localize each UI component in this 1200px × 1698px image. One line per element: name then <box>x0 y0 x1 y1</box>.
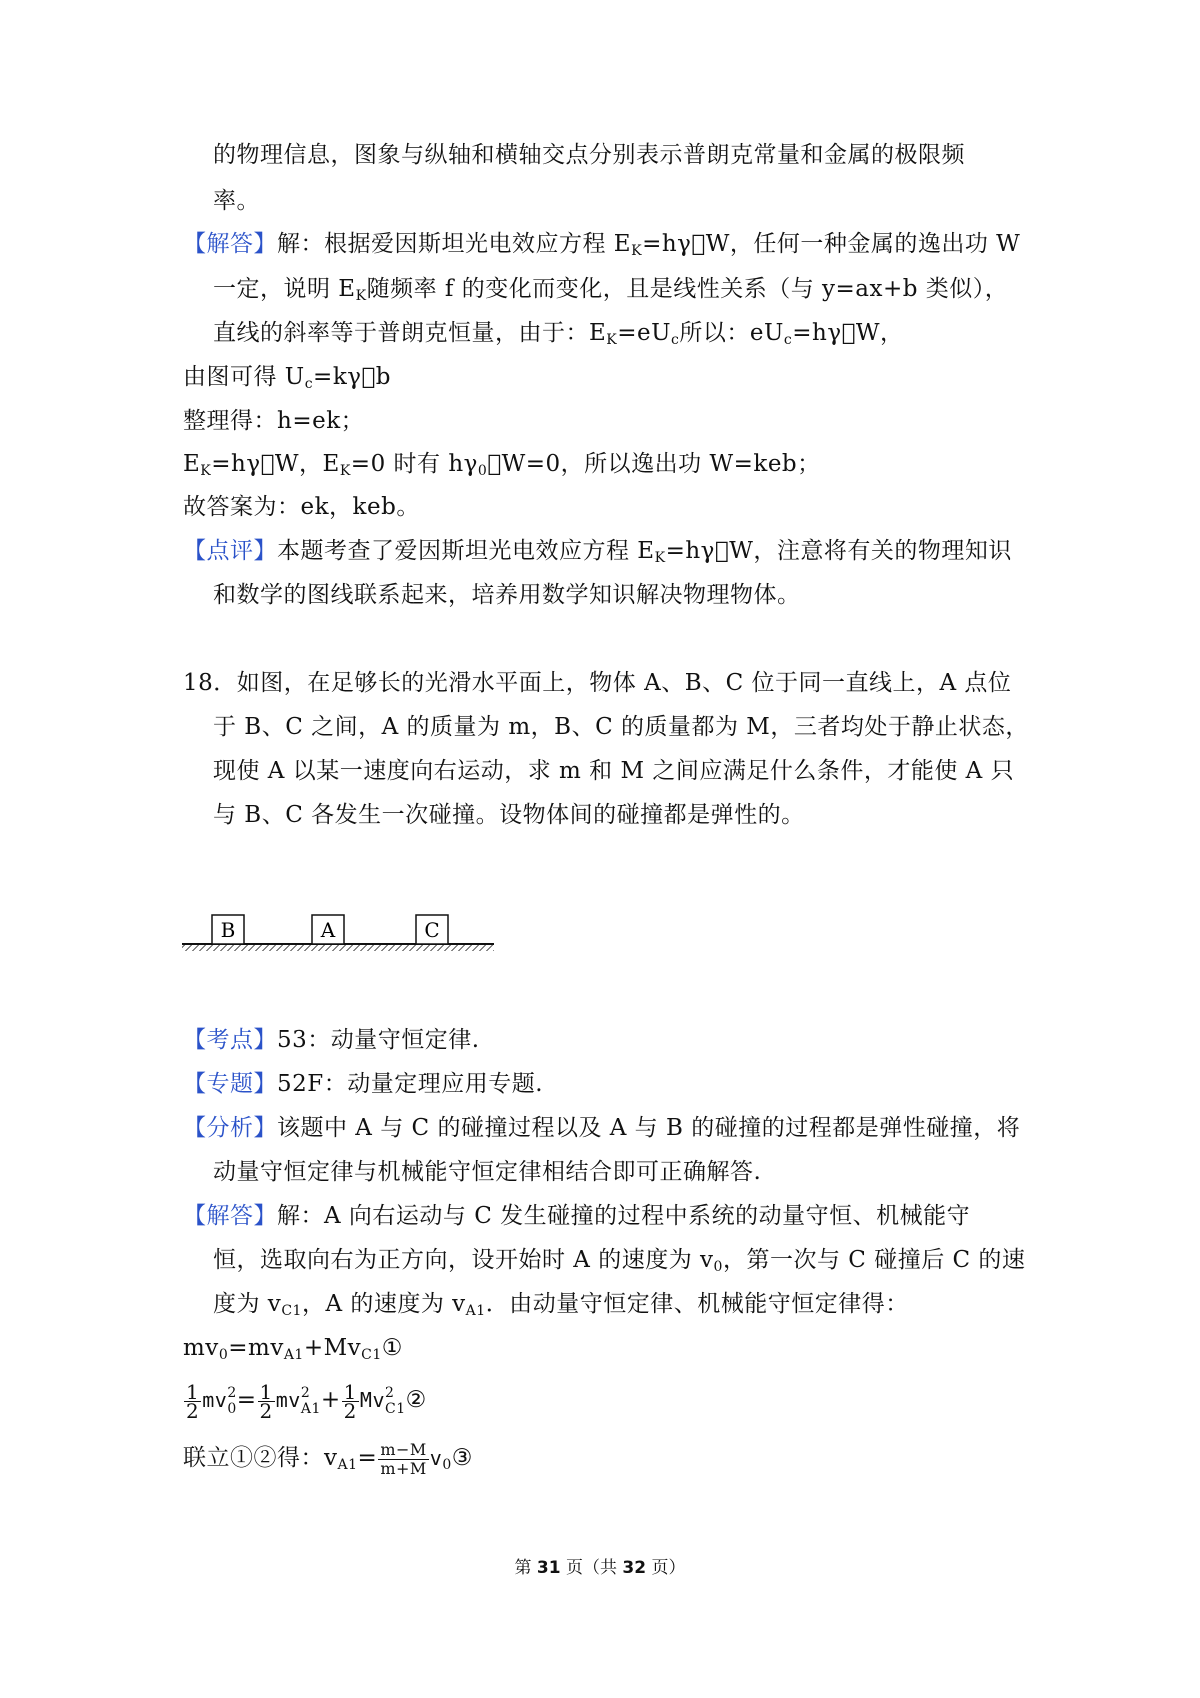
equation-1: $mv_0=mv_{A1}+Mv_{C1}①$ <box>183 1335 403 1363</box>
text-line: 【解答】解：A 向右运动与 C 发生碰撞的过程中系统的动量守恒、机械能守 <box>183 1203 971 1229</box>
text-line: 的物理信息，图象与纵轴和横轴交点分别表示普朗克常量和金属的极限频 <box>213 142 965 168</box>
text-line: 度为 $v_{C1}$，A 的速度为 $v_{A1}$．由动量守恒定律、机械能守恒定律得： <box>213 1291 909 1319</box>
text-line: 【分析】该题中 A 与 C 的碰撞过程以及 A 与 B 的碰撞的过程都是弹性碰撞，将 <box>183 1115 1021 1141</box>
text-line: 动量守恒定律与机械能守恒定律相结合即可正确解答. <box>213 1159 762 1185</box>
section-tag: 【分析】 <box>183 1115 277 1141</box>
text-line: 【考点】53：动量守恒定律. <box>183 1027 480 1053</box>
ground-hatch <box>182 944 494 951</box>
text-line: 故答案为：ek，keb。 <box>183 494 420 520</box>
text-line: 【专题】52F：动量定理应用专题. <box>183 1071 544 1097</box>
text-line: 由图可得 $U_c=k\gamma b$ <box>183 364 392 392</box>
block-c-label: C <box>424 918 440 942</box>
text-line: $E_K=h\gamma W$，$E_K=0$ 时有 $h\gamma_0 W=0$，所以逸出功 W=keb； <box>183 451 821 479</box>
question-line: 与 B、C 各发生一次碰撞。设物体间的碰撞都是弹性的。 <box>213 802 805 828</box>
text-line: 【解答】解：根据爱因斯坦光电效应方程 $E_K=h\gamma W$，任何一种金属的逸出功 W <box>183 231 1021 259</box>
section-tag: 【专题】 <box>183 1071 277 1097</box>
text-line: 【点评】本题考查了爱因斯坦光电效应方程 $E_K=h\gamma W$，注意将有关的物理知识 <box>183 538 1012 566</box>
page-footer: 第 31 页（共 32 页） <box>514 1558 686 1578</box>
equation-2: $\frac{1}{2}$ mv 2 0 = $\frac{1}{2}$ mv 2 A1 + $\frac{1}{2}$ Mv 2 C1 ② <box>186 1379 427 1423</box>
text-line: 直线的斜率等于普朗克恒量，由于：$E_K=eU_c$所以：$eU_c=h\gamma W$， <box>213 320 904 348</box>
fraction-mass-ratio: $\frac{m-M}{m+M}$ <box>380 1439 427 1478</box>
section-tag: 【解答】 <box>183 1203 277 1229</box>
text-line: 和数学的图线联系起来，培养用数学知识解决物理物体。 <box>213 582 801 608</box>
block-a-label: A <box>320 918 336 942</box>
text-line: 率。 <box>213 188 260 214</box>
blocks-figure <box>182 912 494 952</box>
section-tag: 【考点】 <box>183 1027 277 1053</box>
text-line: 整理得：h=ek； <box>183 408 365 434</box>
section-tag: 【点评】 <box>183 538 277 564</box>
equation-3: 联立①②得：$v_{A1}=$ $\frac{m-M}{m+M}$ $v_0③$ <box>183 1439 473 1478</box>
fraction-half: $\frac{1}{2}$ <box>343 1379 357 1423</box>
question-line: 18．如图，在足够长的光滑水平面上，物体 A、B、C 位于同一直线上，A 点位 <box>183 670 1012 696</box>
section-tag: 【解答】 <box>183 231 277 257</box>
block-b-label: B <box>220 918 236 942</box>
question-line: 于 B、C 之间，A 的质量为 m，B、C 的质量都为 M，三者均处于静止状态， <box>213 714 1029 740</box>
question-line: 现使 A 以某一速度向右运动，求 m 和 M 之间应满足什么条件，才能使 A 只 <box>213 758 1015 784</box>
fraction-half: $\frac{1}{2}$ <box>186 1379 200 1423</box>
text-line: 一定，说明 $E_K$随频率 f 的变化而变化，且是线性关系（与 y=ax+b 类似）， <box>213 276 1009 304</box>
fraction-half: $\frac{1}{2}$ <box>259 1379 273 1423</box>
text-line: 恒，选取向右为正方向，设开始时 A 的速度为 $v_0$，第一次与 C 碰撞后 C 的速 <box>213 1247 1026 1275</box>
